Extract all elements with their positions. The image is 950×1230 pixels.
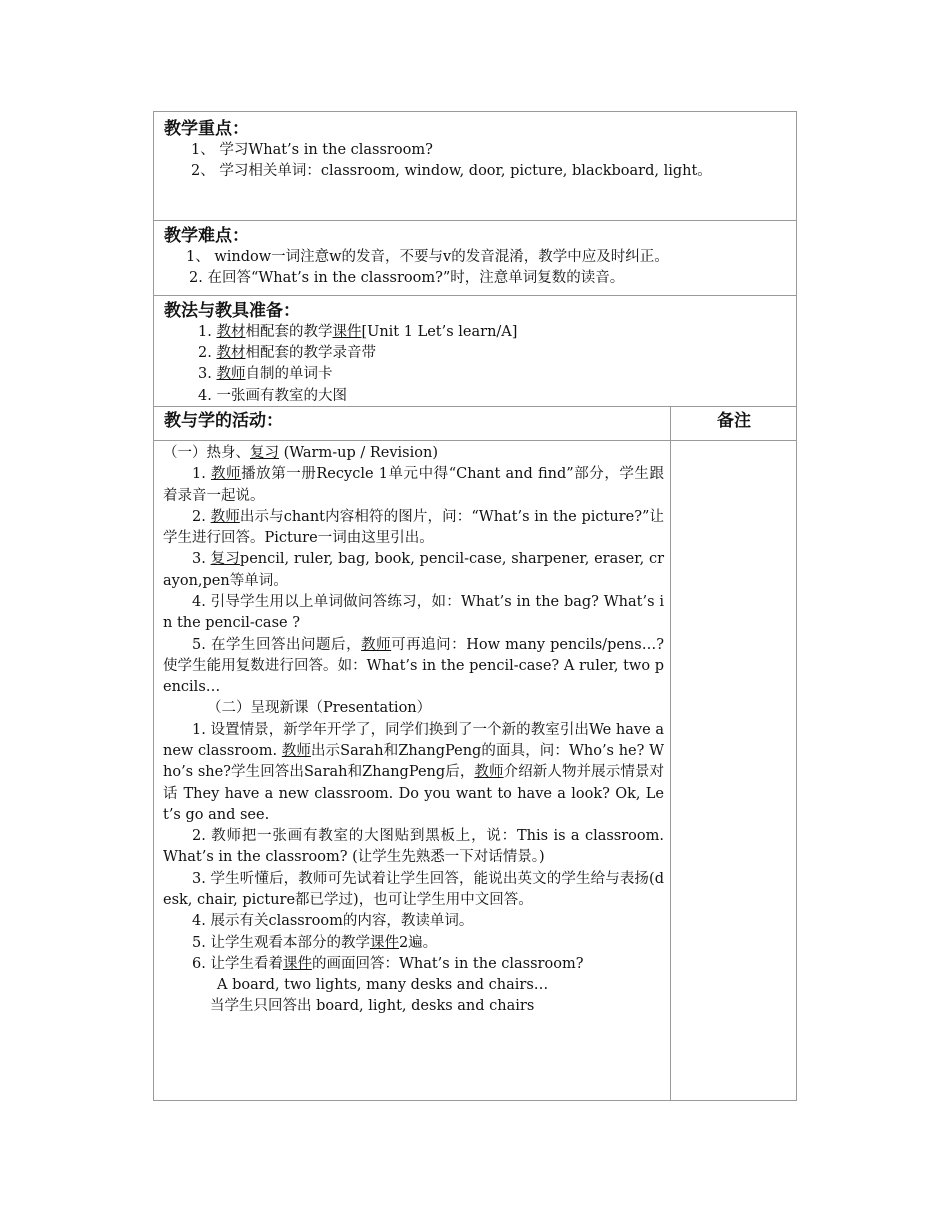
warmup-step: 2. 教师出示与chant内容相符的图片，问：“What’s in the picture?”让学生进行回答。Picture一词由这里引出。 bbox=[163, 508, 665, 547]
presentation-step: 4. 展示有关classroom的内容，教读单词。 bbox=[192, 913, 474, 930]
warmup-step: 1. 教师播放第一册Recycle 1单元中得“Chant and find”部分，学生跟着录音一起说。 bbox=[163, 466, 664, 504]
prep-title: 教法与教具准备： bbox=[164, 301, 300, 321]
presentation-step: 3. 学生听懂后，教师可先试着让学生回答，能说出英文的学生给与表扬(desk, chair, picture都已学过)，也可让学生用中文回答。 bbox=[163, 870, 664, 909]
warmup-title: （一）热身、复习 (Warm-up / Revision) bbox=[163, 445, 438, 461]
remark-title: 备注 bbox=[717, 411, 751, 431]
warmup-step: 4. 引导学生用以上单词做问答练习，如：What’s in the bag? What’s in the pencil-case ? bbox=[163, 593, 664, 632]
prep-item: 2. 教材相配套的教学录音带 bbox=[198, 345, 376, 362]
row-divider bbox=[154, 440, 796, 441]
presentation-step: 1. 设置情景，新学年开学了，同学们换到了一个新的教室引出We have a new classroom. 教师出示Sarah和ZhangPeng的面具，问：Who’s he? Who’s she?学生回答出Sarah和ZhangPeng后，教师介绍新人物并展示情景对话 They have a new classroom. Do you want to have a look? Ok, Let’s go and see. bbox=[163, 721, 665, 823]
focus-item: 2、 学习相关单词：classroom, window, door, picture, blackboard, light。 bbox=[191, 163, 712, 180]
column-divider bbox=[670, 406, 671, 1101]
difficulty-title: 教学难点： bbox=[164, 226, 249, 246]
difficulty-section bbox=[164, 225, 786, 289]
difficulty-item: 2. 在回答“What’s in the classroom?”时，注意单词复数的读音。 bbox=[189, 270, 625, 287]
presentation-line: 当学生只回答出 board, light, desks and chairs bbox=[210, 998, 535, 1015]
row-divider bbox=[154, 295, 796, 296]
focus-section bbox=[164, 118, 786, 183]
focus-title: 教学重点： bbox=[164, 119, 249, 139]
difficulty-item: 1、 window一词注意w的发音，不要与v的发音混淆，教学中应及时纠正。 bbox=[186, 249, 669, 265]
lesson-plan-table bbox=[153, 111, 797, 1101]
presentation-title: （二）呈现新课（Presentation） bbox=[207, 700, 432, 717]
presentation-step: 6. 让学生看着课件的画面回答：What’s in the classroom? bbox=[192, 955, 584, 972]
prep-item: 3. 教师自制的单词卡 bbox=[198, 366, 333, 383]
activity-title: 教与学的活动： bbox=[164, 411, 283, 431]
presentation-step: 2. 教师把一张画有教室的大图贴到黑板上，说：This is a classroom. What’s in the classroom? (让学生先熟悉一下对话情景。) bbox=[163, 828, 664, 866]
prep-section bbox=[164, 300, 786, 407]
activity-body bbox=[163, 443, 664, 1018]
row-divider bbox=[154, 220, 796, 221]
warmup-step: 3. 复习pencil, ruler, bag, book, pencil-case, sharpener, eraser, crayon,pen等单词。 bbox=[163, 551, 665, 589]
warmup-step: 5. 在学生回答出问题后，教师可再追问：How many pencils/pens…?使学生能用复数进行回答。如：What’s in the pencil-case? A ruler, two pencils… bbox=[163, 636, 664, 696]
focus-item: 1、 学习What’s in the classroom? bbox=[191, 142, 433, 158]
prep-item: 1. 教材相配套的教学课件[Unit 1 Let’s learn/A] bbox=[198, 324, 518, 340]
presentation-step: 5. 让学生观看本部分的教学课件2遍。 bbox=[192, 934, 438, 951]
presentation-line: A board, two lights, many desks and chairs… bbox=[217, 977, 549, 994]
prep-item: 4. 一张画有教室的大图 bbox=[198, 387, 347, 404]
